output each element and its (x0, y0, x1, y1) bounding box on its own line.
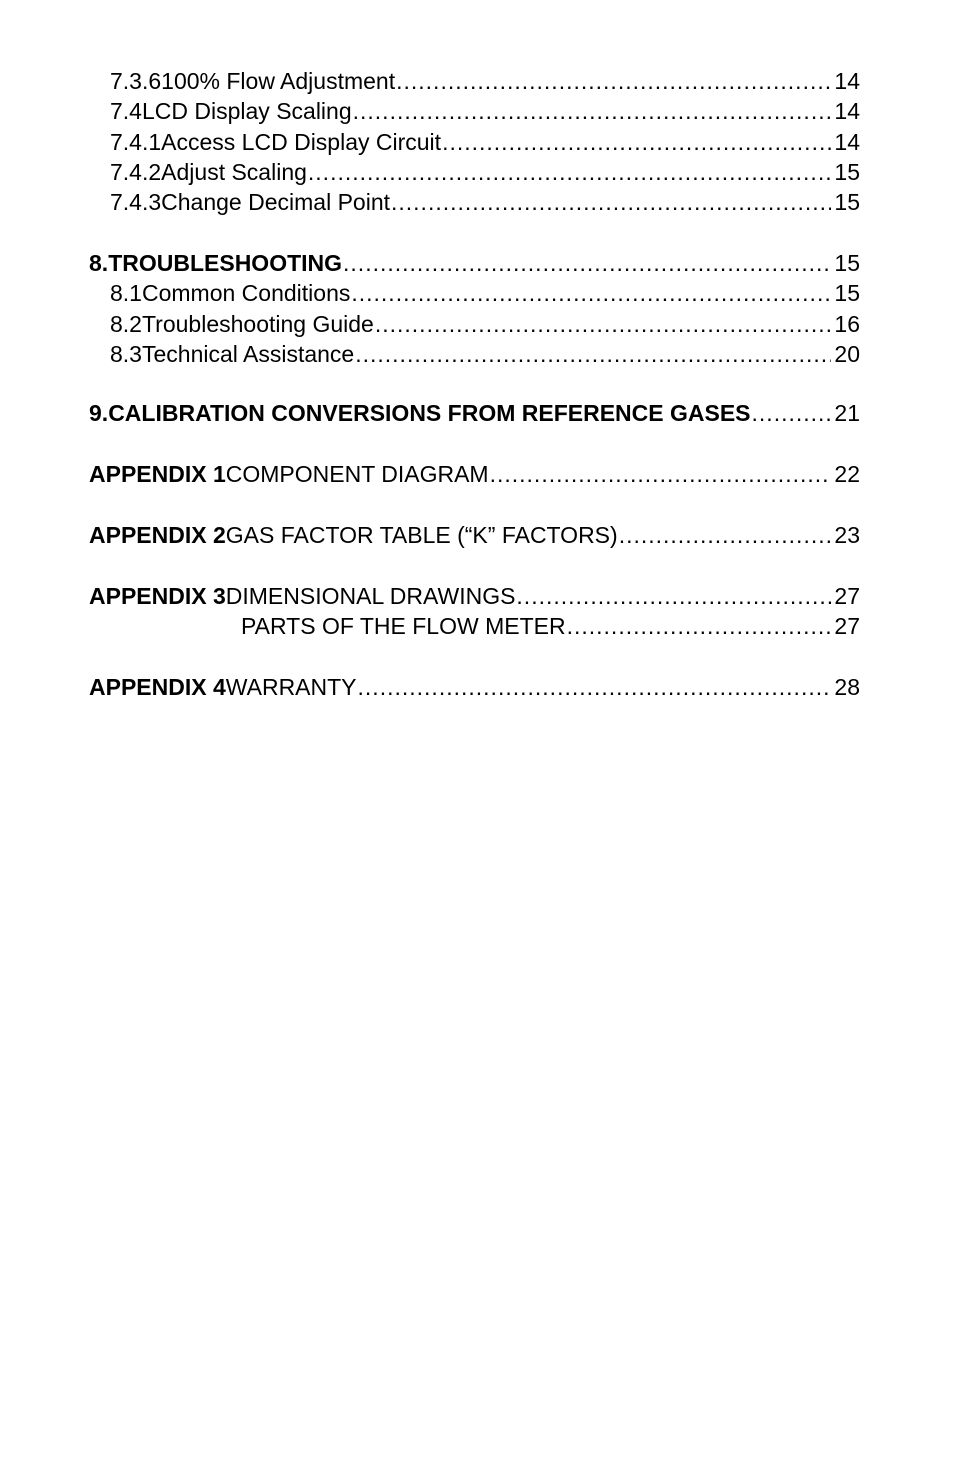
toc-entry-7-4-2[interactable] (110, 155, 860, 185)
toc-page-number: 15 (834, 189, 860, 215)
dot-leader (355, 341, 831, 367)
toc-title: DIMENSIONAL DRAWINGS (225, 583, 516, 609)
toc-entry-8-3[interactable] (110, 337, 860, 367)
toc-number: 8.3 (110, 341, 142, 367)
dot-leader (490, 461, 831, 487)
dot-leader (353, 98, 831, 124)
toc-number: 7.4 (110, 98, 142, 124)
toc-entry-9[interactable] (89, 396, 860, 426)
toc-page-number: 15 (834, 280, 860, 306)
toc-page-number: 14 (834, 68, 860, 94)
toc-number: 8.2 (110, 311, 142, 337)
dot-leader (358, 674, 831, 700)
toc-title: Access LCD Display Circuit (161, 129, 442, 155)
toc-number: 7.4.3 (110, 189, 162, 215)
toc-page-number: 27 (834, 613, 860, 639)
toc-number: 7.3.6 (110, 68, 162, 94)
toc-title: Troubleshooting Guide (141, 311, 374, 337)
toc-page-number: 21 (834, 400, 860, 426)
toc-title: Adjust Scaling (161, 159, 307, 185)
toc-title: WARRANTY (225, 674, 357, 700)
toc-title: GAS FACTOR TABLE (“K” FACTORS) (225, 522, 618, 548)
dot-leader (343, 250, 831, 276)
toc-page-number: 14 (834, 98, 860, 124)
toc-title: TROUBLESHOOTING (108, 250, 343, 276)
toc-title: Technical Assistance (141, 341, 355, 367)
toc-entry-8-1[interactable] (110, 276, 860, 306)
toc-page-number: 28 (834, 674, 860, 700)
toc-entry-7-4-1[interactable] (110, 125, 860, 155)
toc-number: 7.4.2 (110, 159, 162, 185)
dot-leader (442, 129, 831, 155)
dot-leader (391, 189, 831, 215)
toc-number: 8. (89, 250, 109, 276)
dot-leader (752, 400, 831, 426)
toc-entry-8-2[interactable] (110, 307, 860, 337)
toc-number: 7.4.1 (110, 129, 162, 155)
dot-leader (375, 311, 831, 337)
dot-leader (396, 68, 831, 94)
toc-page-number: 15 (834, 250, 860, 276)
toc-entry-7-4[interactable] (110, 94, 860, 124)
toc-title: Common Conditions (141, 280, 351, 306)
toc-number: 8.1 (110, 280, 142, 306)
dot-leader (619, 522, 831, 548)
toc-page-number: 14 (834, 129, 860, 155)
toc-title: COMPONENT DIAGRAM (225, 461, 489, 487)
dot-leader (567, 613, 831, 639)
toc-page-number: 16 (834, 311, 860, 337)
toc-page-number: 20 (834, 341, 860, 367)
toc-page-number: 15 (834, 159, 860, 185)
toc-page-number: 23 (834, 522, 860, 548)
dot-leader (308, 159, 831, 185)
toc-entry-appendix-3-parts[interactable] (241, 609, 860, 639)
toc-entry-8[interactable] (89, 246, 860, 276)
toc-entry-appendix-3[interactable] (89, 579, 860, 609)
toc-entry-7-3-6[interactable] (110, 64, 860, 94)
toc-title: 100% Flow Adjustment (161, 68, 396, 94)
toc-title: Change Decimal Point (161, 189, 390, 215)
toc-entry-7-4-3[interactable] (110, 185, 860, 215)
toc-entry-appendix-2[interactable] (89, 518, 860, 548)
dot-leader (516, 583, 831, 609)
toc-page-number: 27 (834, 583, 860, 609)
toc-number: APPENDIX 2 (89, 522, 226, 548)
toc-page-number: 22 (834, 461, 860, 487)
toc-number: 9. (89, 400, 109, 426)
toc-entry-appendix-1[interactable] (89, 457, 860, 487)
toc-title: LCD Display Scaling (141, 98, 352, 124)
toc-title: CALIBRATION CONVERSIONS FROM REFERENCE GASES (108, 400, 751, 426)
toc-number: APPENDIX 1 (89, 461, 226, 487)
toc-title: PARTS OF THE FLOW METER (241, 613, 566, 639)
toc-entry-appendix-4[interactable] (89, 670, 860, 700)
dot-leader (351, 280, 831, 306)
toc-number: APPENDIX 3 (89, 583, 226, 609)
toc-number: APPENDIX 4 (89, 674, 226, 700)
